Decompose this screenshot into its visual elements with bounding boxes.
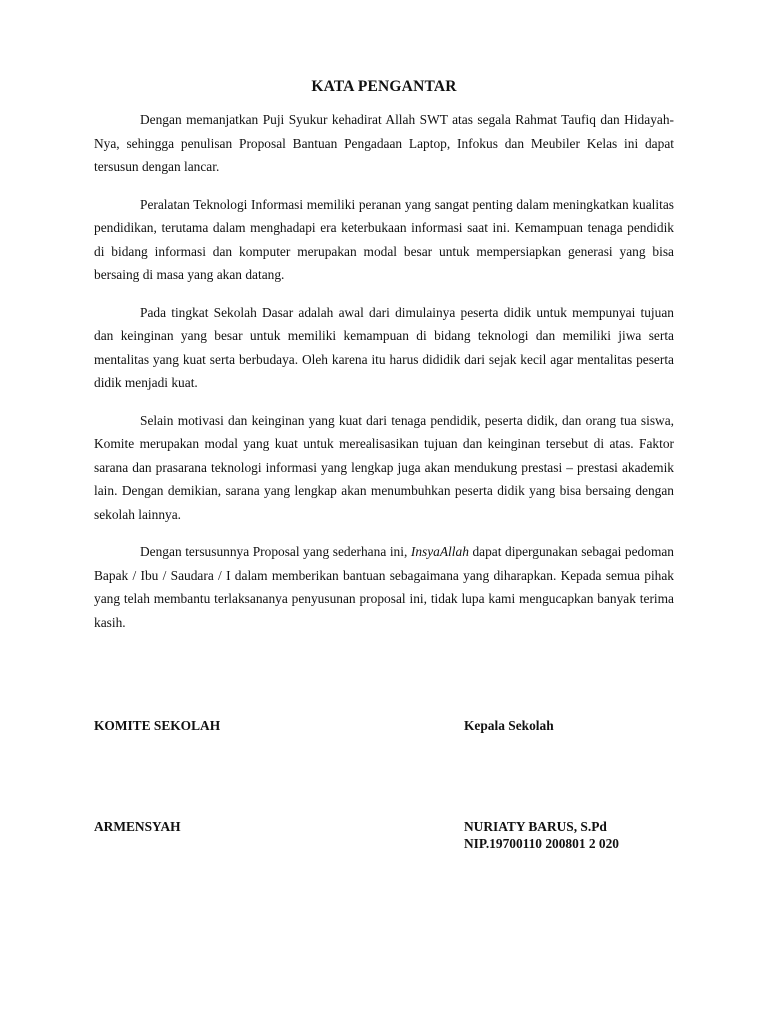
paragraph-1: Dengan memanjatkan Puji Syukur kehadirat Allah SWT atas segala Rahmat Taufiq dan Hidayah-Nya, sehingga penulisan Proposal Bantuan Pengadaan Laptop, Infokus dan Meubiler Kelas ini dapat tersusun dengan lancar. [94, 112, 674, 174]
signature-right-nip: NIP.19700110 200801 2 020 [464, 836, 619, 851]
paragraph-4: Selain motivasi dan keinginan yang kuat dari tenaga pendidik, peserta didik, dan orang tua siswa, Komite merupakan modal yang kuat untuk merealisasikan tujuan dan keinginan tersebut di atas. Faktor sarana dan prasarana teknologi informasi yang lengkap juga akan mendukung prestasi – prestasi akademik lain. Dengan demikian, sarana yang lengkap akan menumbuhkan peserta didik yang bisa bersaing dengan sekolah lainnya. [94, 412, 674, 522]
paragraph-2: Peralatan Teknologi Informasi memiliki peranan yang sangat penting dalam meningkatkan kualitas pendidikan, terutama dalam menghadapi era keterbukaan informasi saat ini. Kemampuan tenaga pendidik di bidang informasi dan komputer merupakan modal besar untuk mempersiapkan generasi yang bisa bersaing di masa yang akan datang. [94, 196, 674, 282]
signature-right-title: Kepala Sekolah [464, 718, 554, 733]
paragraph-3: Pada tingkat Sekolah Dasar adalah awal dari dimulainya peserta didik untuk mempunyai tujuan dan keinginan yang besar untuk memiliki kemampuan di bidang teknologi dan memiliki jiwa serta mentalitas yang kuat serta berbudaya. Oleh karena itu harus dididik dari sejak kecil agar mentalitas peserta didik menjadi kuat. [94, 304, 674, 390]
paragraph-5-end: dapat dipergunakan sebagai pedoman Bapak / Ibu / Saudara / I dalam memberikan bantuan sebagaimana yang diharapkan. Kepada semua pihak yang telah membantu terlaksananya penyusunan proposal ini, tidak lupa kami mengucapkan banyak terima kasih. [94, 544, 674, 630]
signature-left-name: ARMENSYAH [94, 819, 181, 834]
paragraph-5-italic: InsyaAllah [410, 544, 469, 559]
page-title: KATA PENGANTAR [311, 78, 457, 95]
paragraph-5-start: Dengan tersusunnya Proposal yang sederhana ini, [140, 544, 411, 559]
signature-left-title: KOMITE SEKOLAH [94, 718, 221, 733]
paragraph-5 [94, 540, 674, 634]
signature-right-name: NURIATY BARUS, S.Pd [464, 819, 607, 834]
document-body [94, 108, 674, 648]
